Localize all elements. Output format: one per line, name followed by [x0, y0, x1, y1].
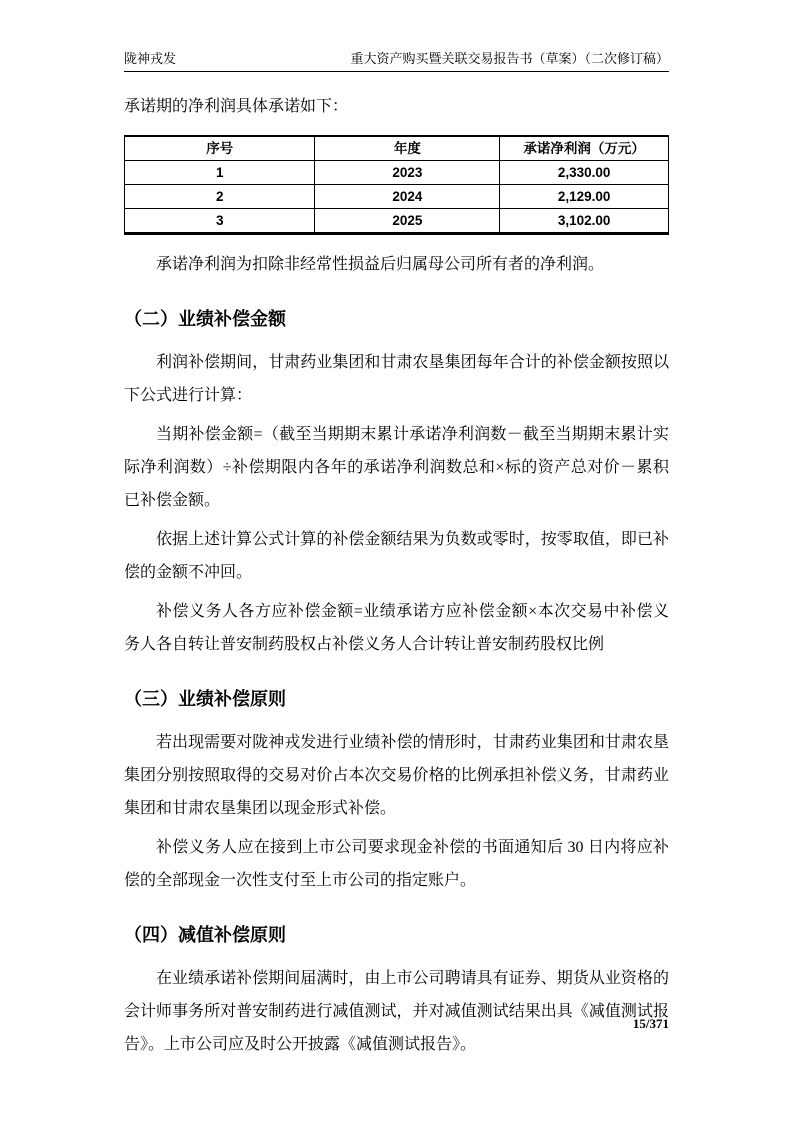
profit-commitment-table [124, 135, 669, 235]
paragraph: 补偿义务人各方应补偿金额=业绩承诺方应补偿金额×本次交易中补偿义务人各自转让普安制药股权占补偿义务人合计转让普安制药股权比例 [124, 603, 669, 653]
cell-profit: 2,330.00 [500, 161, 669, 185]
cell-profit: 3,102.00 [500, 209, 669, 234]
paragraph: 依据上述计算公式计算的补偿金额结果为负数或零时，按零取值，即已补偿的金额不冲回。 [124, 531, 669, 581]
cell-year: 2023 [315, 161, 500, 185]
paragraph: 补偿义务人应在接到上市公司要求现金补偿的书面通知后 30 日内将应补偿的全部现金一次性支付至上市公司的指定账户。 [124, 839, 669, 889]
section-heading-compensation-amount: （二）业绩补偿金额 [124, 309, 286, 329]
cell-seq: 2 [125, 185, 315, 209]
table-row [125, 209, 669, 234]
header-company-name: 陇神戎发 [124, 51, 177, 66]
page-number: 15/371 [632, 1016, 669, 1031]
section-heading-impairment-principle: （四）减值补偿原则 [124, 925, 286, 945]
cell-year: 2025 [315, 209, 500, 234]
cell-profit: 2,129.00 [500, 185, 669, 209]
paragraph: 若出现需要对陇神戎发进行业绩补偿的情形时，甘肃药业集团和甘肃农垦集团分别按照取得的交易对价占本次交易价格的比例承担补偿义务，甘肃药业集团和甘肃农垦集团以现金形式补偿。 [124, 734, 669, 817]
header-report-title: 重大资产购买暨关联交易报告书（草案）（二次修订稿） [350, 51, 669, 66]
table-row [125, 161, 669, 185]
intro-paragraph: 承诺期的净利润具体承诺如下： [124, 98, 349, 115]
page-content [124, 90, 669, 1067]
cell-seq: 1 [125, 161, 315, 185]
cell-seq: 3 [125, 209, 315, 234]
table-row [125, 185, 669, 209]
note-paragraph: 承诺净利润为扣除非经常性损益后归属母公司所有者的净利润。 [156, 256, 605, 273]
cell-year: 2024 [315, 185, 500, 209]
table-header-row [125, 136, 669, 161]
paragraph: 在业绩承诺补偿期间届满时，由上市公司聘请具有证券、期货从业资格的会计师事务所对普安制药进行减值测试，并对减值测试结果出具《减值测试报告》。上市公司应及时公开披露《减值测试报告》。 [124, 970, 669, 1053]
table-header-seq: 序号 [125, 136, 315, 161]
paragraph: 利润补偿期间，甘肃药业集团和甘肃农垦集团每年合计的补偿金额按照以下公式进行计算： [124, 354, 669, 404]
page-header [124, 50, 669, 72]
section-heading-compensation-principle: （三）业绩补偿原则 [124, 689, 286, 709]
paragraph: 当期补偿金额=（截至当期期末累计承诺净利润数－截至当期期末累计实际净利润数）÷补偿期限内各年的承诺净利润数总和×标的资产总对价－累积已补偿金额。 [124, 426, 669, 509]
table-header-year: 年度 [315, 136, 500, 161]
table-header-profit: 承诺净利润（万元） [500, 136, 669, 161]
